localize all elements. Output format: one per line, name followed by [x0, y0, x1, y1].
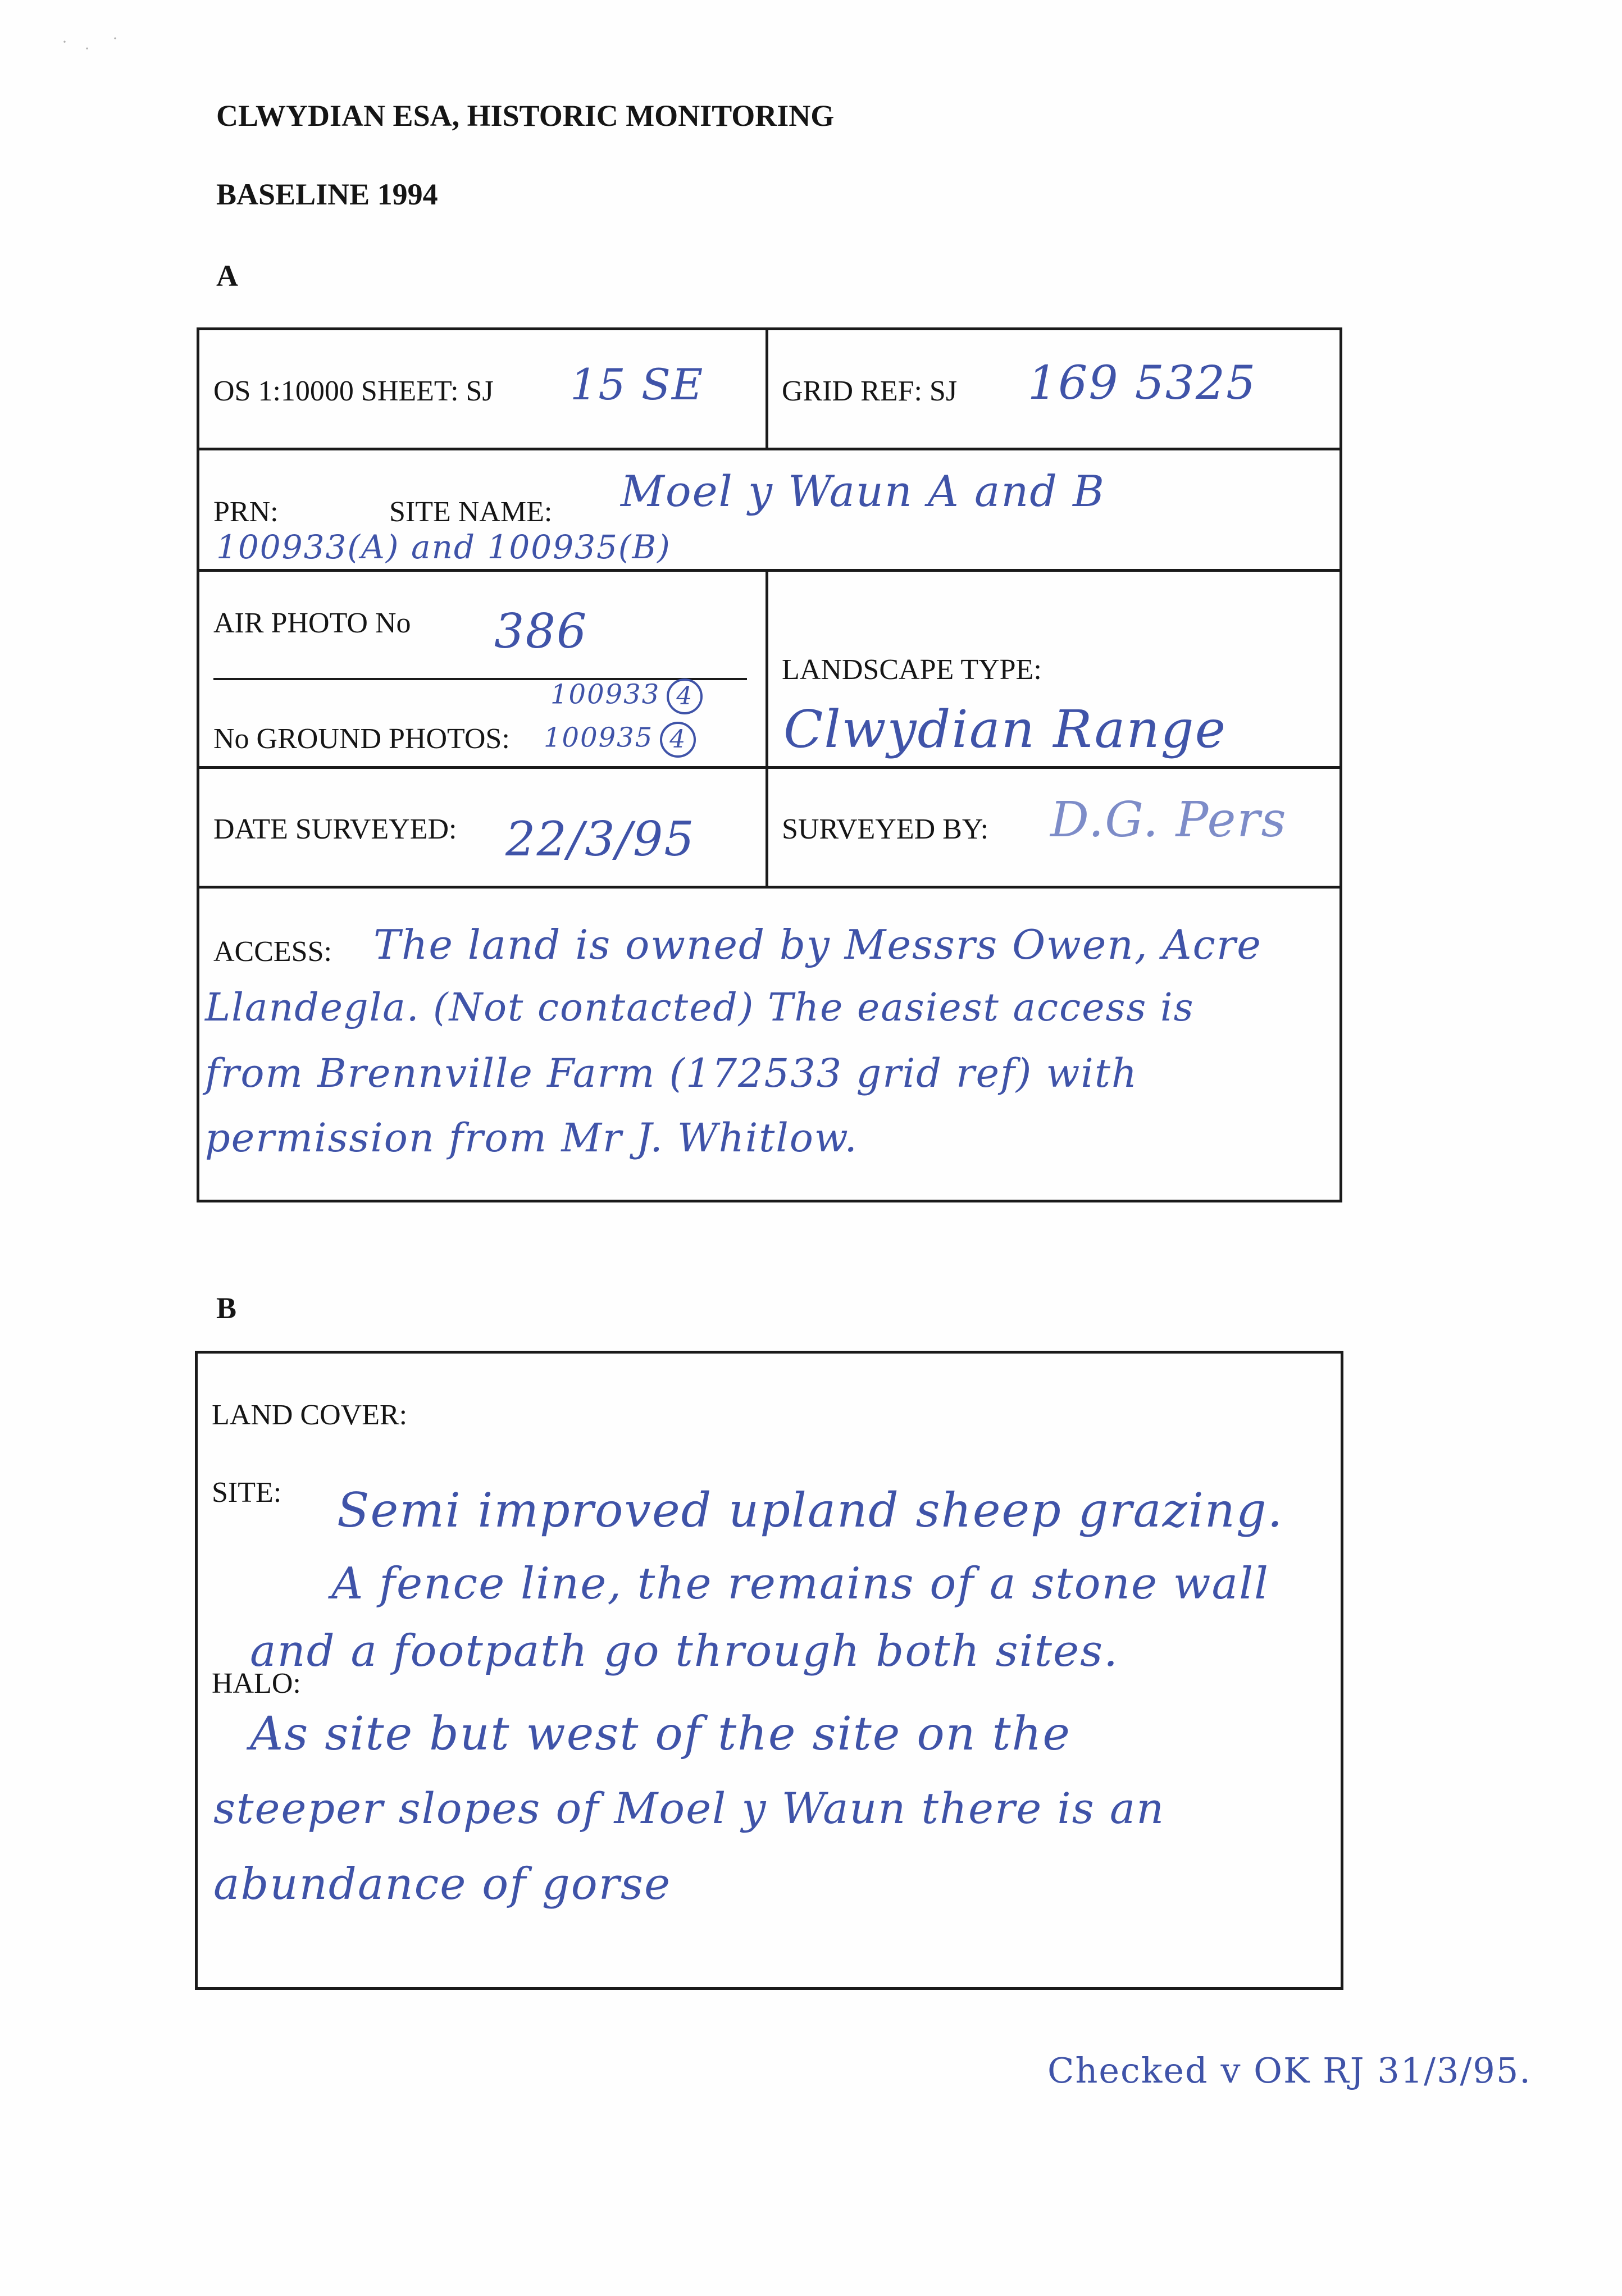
access-line-4: permission from Mr J. Whitlow.	[205, 1115, 858, 1161]
scan-speck: ·	[62, 33, 67, 51]
checked-note: Checked v OK RJ 31/3/95.	[1047, 2050, 1532, 2091]
site-line-1: Semi improved upland sheep grazing.	[337, 1483, 1284, 1538]
surveyed-by-value: D.G. Pers	[1050, 792, 1287, 848]
ground-photos-count-2: 4	[660, 722, 696, 758]
row-divider	[197, 886, 1342, 889]
air-photo-label: AIR PHOTO No	[213, 607, 411, 639]
site-line-2: A fence line, the remains of a stone wall	[331, 1559, 1269, 1609]
ground-photos-prn-2: 100935	[544, 722, 654, 754]
ground-photos-entry-2	[544, 722, 696, 758]
scan-speck: ·	[112, 29, 118, 48]
halo-line-3: abundance of gorse	[213, 1859, 672, 1910]
access-line-1: The land is owned by Messrs Owen, Acre	[373, 921, 1262, 968]
row-divider	[197, 766, 1342, 769]
surveyed-by-label: SURVEYED BY:	[782, 813, 989, 845]
grid-ref-label: GRID REF: SJ	[782, 375, 958, 407]
access-line-3: from Brennville Farm (172533 grid ref) with	[205, 1050, 1138, 1096]
column-divider	[766, 327, 768, 448]
date-surveyed-label: DATE SURVEYED:	[213, 813, 457, 845]
section-a-heading: A	[216, 259, 238, 293]
column-divider	[766, 569, 768, 886]
land-cover-label: LAND COVER:	[212, 1399, 408, 1431]
halo-line-2: steeper slopes of Moel y Waun there is an	[213, 1783, 1165, 1833]
row-divider	[197, 569, 1342, 572]
site-label: SITE:	[212, 1477, 282, 1509]
ground-photos-count-1: 4	[667, 678, 703, 714]
access-label: ACCESS:	[213, 936, 332, 968]
prn-label: PRN:	[213, 496, 279, 528]
os-sheet-label: OS 1:10000 SHEET: SJ	[213, 375, 494, 407]
halo-label: HALO:	[212, 1668, 301, 1700]
scan-speck: ·	[84, 39, 90, 58]
form-subtitle: BASELINE 1994	[216, 177, 438, 211]
ground-photos-prn-1: 100933	[550, 678, 660, 710]
ground-photos-entry-1	[550, 678, 703, 714]
site-name-value: Moel y Waun A and B	[621, 466, 1105, 516]
ground-photos-label: No GROUND PHOTOS:	[213, 723, 510, 755]
row-divider	[197, 448, 1342, 450]
landscape-type-label: LANDSCAPE TYPE:	[782, 654, 1042, 686]
prn-value: 100933(A) and 100935(B)	[216, 528, 671, 566]
site-name-label: SITE NAME:	[389, 496, 553, 528]
air-photo-value: 386	[494, 604, 588, 659]
os-sheet-value: 15 SE	[570, 359, 704, 409]
date-surveyed-value: 22/3/95	[505, 812, 695, 867]
site-line-3: and a footpath go through both sites.	[250, 1626, 1119, 1677]
access-line-2: Llandegla. (Not contacted) The easiest access is	[205, 986, 1195, 1030]
form-title: CLWYDIAN ESA, HISTORIC MONITORING	[216, 99, 835, 133]
grid-ref-value: 169 5325	[1028, 357, 1257, 410]
landscape-type-value: Clwydian Range	[783, 699, 1227, 759]
halo-line-1: As site but west of the site on the	[250, 1707, 1071, 1761]
section-b-heading: B	[216, 1291, 237, 1325]
